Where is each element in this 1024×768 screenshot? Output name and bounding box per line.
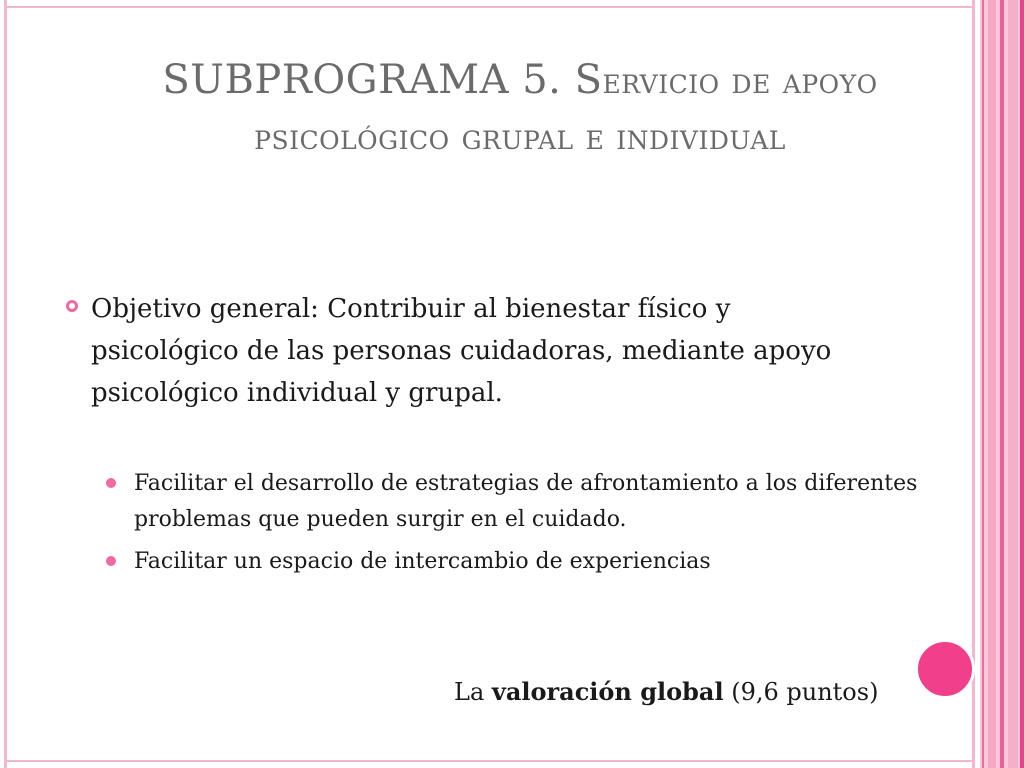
decorative-circle [915,639,975,699]
slide-title [110,52,930,166]
rating-bold: valoración global [491,677,724,706]
stripe [1008,0,1018,768]
rating-suffix: (9,6 puntos) [723,678,879,706]
dot-bullet-icon [106,556,116,566]
dot-bullet-icon [106,478,116,488]
title-line-2: psicológico grupal e individual [254,117,786,158]
stripe [1000,0,1004,768]
ring-bullet-icon [66,300,78,312]
main-bullet-text: Objetivo general: Contribuir al bienestar físico y psicológico de las personas cuidadoras, mediante apoyo psicológico individual y grupal. [91,294,832,408]
main-bullet [66,288,886,414]
frame-right-border [972,0,975,768]
stripe [1020,0,1024,768]
stripe [982,0,984,768]
title-line-1 [110,52,930,110]
rating-line [454,672,878,712]
stripe [988,0,996,768]
title-part-a: SUBPROGRAMA 5. S [162,57,603,103]
frame-bottom-border [4,760,974,762]
title-part-b: ervicio de apoyo [602,61,878,102]
frame-left-border [4,0,7,768]
sub-bullet [106,466,926,538]
rating-prefix: La [454,678,492,706]
sub-bullet-text: Facilitar el desarrollo de estrategias de afrontamiento a los diferentes problemas que pueden surgir en el cuidado. [134,471,918,532]
frame-top-border [4,6,974,8]
sub-bullet [106,544,926,580]
sub-bullet-text: Facilitar un espacio de intercambio de experiencias [134,549,711,574]
